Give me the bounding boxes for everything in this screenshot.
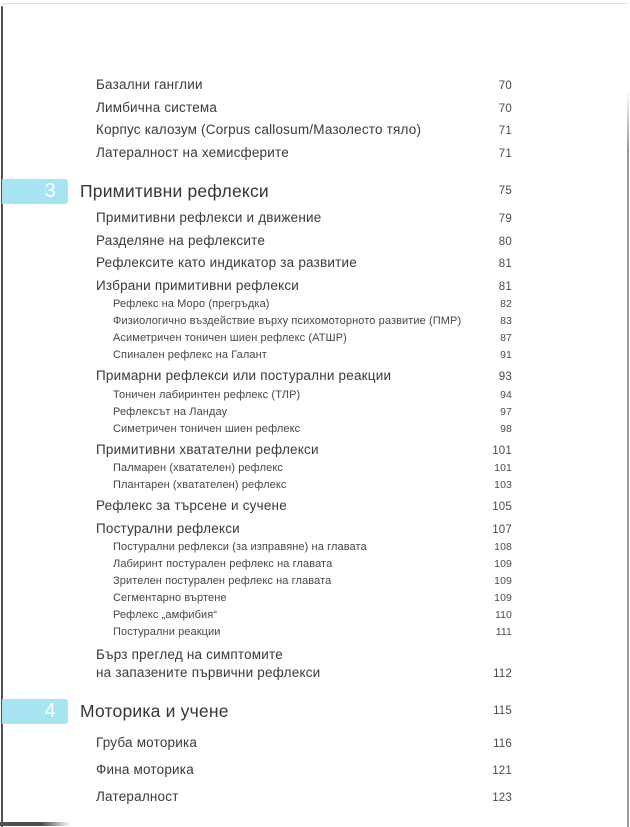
toc-entry-row xyxy=(0,736,512,751)
toc-entry-row xyxy=(0,78,512,93)
toc-entry-title xyxy=(96,646,464,681)
toc-entry-page-number: 82 xyxy=(500,298,512,310)
toc-entry-title: Груба моторика xyxy=(96,735,198,750)
chapter-number-badge: 3 xyxy=(2,179,68,204)
toc-entry-page-number: 109 xyxy=(494,575,512,587)
toc-entry-page-number: 94 xyxy=(500,388,512,401)
toc-entry-page-number: 108 xyxy=(494,541,512,553)
toc-entry-title: Рефлекс „амфибия“ xyxy=(113,609,218,621)
toc-entry-page-number: 101 xyxy=(494,462,512,474)
toc-entry-title: Рефлекс за търсене и сучене xyxy=(96,498,287,513)
toc-entry-row xyxy=(0,315,512,328)
toc-entry-title-line: Бърз преглед на симптомите xyxy=(96,647,283,662)
toc-entry-title: Латералност на хемисферите xyxy=(96,144,289,160)
toc-entry-row xyxy=(0,369,512,384)
toc-entry-title: Сегментарно въртене xyxy=(113,592,227,604)
toc-entry-page-number: 109 xyxy=(494,558,512,570)
toc-entry-row xyxy=(0,211,512,226)
toc-entry-page-number: 91 xyxy=(500,349,512,361)
toc-entry-row xyxy=(0,499,512,514)
toc-chapter-row xyxy=(0,699,512,724)
toc-entry-title: Примитивни рефлекси и движение xyxy=(96,210,322,225)
toc-entry-title: Зрителен постурален рефлекс на главата xyxy=(113,575,332,587)
toc-entry-title: Рефлексът на Ландау xyxy=(113,405,228,418)
page-edge-top xyxy=(2,3,628,4)
toc-entry-title: Избрани примитивни рефлекси xyxy=(96,277,300,293)
toc-entry-row xyxy=(0,626,512,639)
toc-entry-row xyxy=(0,575,512,588)
toc-entry-title: Примитивни рефлекси xyxy=(80,180,269,201)
toc-entry-row xyxy=(0,123,512,138)
toc-entry-page-number: 116 xyxy=(493,738,512,750)
toc-entry-row xyxy=(0,423,512,436)
page-edge-bottom xyxy=(0,822,70,826)
toc-entry-page-number: 111 xyxy=(495,626,512,638)
toc-entry-title: Лимбична система xyxy=(96,99,218,115)
toc-entry-page-number: 107 xyxy=(492,523,512,536)
toc-entry-page-number: 83 xyxy=(500,315,512,327)
toc-entry-row xyxy=(0,522,512,537)
toc-entry-row xyxy=(0,349,512,362)
toc-entry-title: Физиологично въздействие върху психомоторното развитие (ПМР) xyxy=(113,315,462,327)
toc-entry-page-number: 93 xyxy=(498,371,512,383)
toc-entry-title: Рефлексите като индикатор за развитие xyxy=(96,255,357,270)
toc-entry-title: Симетричен тоничен шиен рефлекс xyxy=(113,422,301,435)
toc-entry-title: Постурални рефлекси xyxy=(96,520,240,536)
toc-entry-page-number: 81 xyxy=(498,280,512,293)
toc-entry-title: Лабиринт постурален рефлекс на главата xyxy=(113,558,333,570)
toc-entry-title: Спинален рефлекс на Галант xyxy=(113,349,267,361)
toc-entry-page-number: 87 xyxy=(500,332,512,344)
toc-entry-row xyxy=(0,298,512,311)
toc-entry-title: Фина моторика xyxy=(96,762,194,777)
toc-entry-title: Корпус калозум (Corpus callosum/Мазолесто тяло) xyxy=(96,122,422,137)
toc-entry-row xyxy=(0,790,512,805)
toc-entry-page-number: 110 xyxy=(494,609,512,621)
toc-entry-page-number: 112 xyxy=(493,668,512,680)
toc-entry-row xyxy=(0,479,512,492)
toc-entry-title: Палмарен (хватателен) рефлекс xyxy=(113,462,283,474)
toc-entry-row xyxy=(0,462,512,475)
toc-entry-page-number: 79 xyxy=(498,213,512,225)
toc-entry-row xyxy=(0,406,512,419)
toc-entry-page-number: 103 xyxy=(494,479,512,491)
toc-entry-page-number: 71 xyxy=(498,125,512,137)
toc-entry-row xyxy=(0,279,512,294)
toc-entry-title: Постурални реакции xyxy=(113,626,221,638)
toc-entry-row xyxy=(0,558,512,571)
toc-entry-row xyxy=(0,332,512,345)
toc-entry-title: Асиметричен тоничен шиен рефлекс (АТШР) xyxy=(113,332,347,344)
toc-entry-page-number: 105 xyxy=(492,501,512,513)
toc-entry-title-line: на запазените първични рефлекси xyxy=(96,664,321,680)
toc-entry-page-number: 121 xyxy=(492,765,512,777)
toc-entry-row xyxy=(0,443,512,458)
toc-entry-page-number: 80 xyxy=(498,235,512,248)
toc-entry-row xyxy=(0,234,512,249)
toc-entry-row xyxy=(0,646,512,681)
toc-entry-page-number: 123 xyxy=(492,792,512,804)
toc-chapter-row xyxy=(0,179,512,204)
toc-entry-row xyxy=(0,541,512,554)
toc-entry-row xyxy=(0,763,512,778)
toc-entry-title: Базални ганглии xyxy=(96,77,203,92)
toc-entry-row xyxy=(0,256,512,271)
toc-entry-title: Постурални рефлекси (за изправяне) на главата xyxy=(113,541,367,553)
toc-entry-title: Плантарен (хватателен) рефлекс xyxy=(113,479,287,491)
toc-entry-row xyxy=(0,146,512,161)
table-of-contents xyxy=(0,78,630,805)
toc-entry-title: Примарни рефлекси или постурални реакции xyxy=(96,368,392,383)
chapter-number-badge: 4 xyxy=(2,699,68,724)
toc-entry-title: Тоничен лабиринтен рефлекс (ТЛР) xyxy=(113,388,301,401)
toc-entry-row xyxy=(0,609,512,622)
toc-entry-row xyxy=(0,389,512,402)
toc-entry-page-number: 81 xyxy=(498,258,512,270)
toc-entry-page-number: 101 xyxy=(492,444,512,457)
toc-entry-page-number: 109 xyxy=(494,592,512,604)
toc-entry-row xyxy=(0,592,512,605)
toc-entry-title: Разделяне на рефлексите xyxy=(96,232,266,248)
toc-entry-row xyxy=(0,101,512,116)
toc-entry-page-number: 75 xyxy=(498,184,512,197)
toc-entry-page-number: 97 xyxy=(500,405,512,418)
toc-entry-page-number: 71 xyxy=(498,147,512,160)
toc-entry-page-number: 70 xyxy=(498,102,512,115)
toc-entry-page-number: 70 xyxy=(498,80,512,92)
toc-entry-page-number: 98 xyxy=(500,422,512,435)
toc-entry-title: Примитивни хватателни рефлекси xyxy=(96,441,319,457)
toc-entry-page-number: 115 xyxy=(493,705,512,717)
toc-entry-title: Латералност xyxy=(96,789,179,804)
toc-entry-title: Рефлекс на Моро (прегръдка) xyxy=(113,298,270,310)
toc-entry-title: Моторика и учене xyxy=(80,701,229,721)
